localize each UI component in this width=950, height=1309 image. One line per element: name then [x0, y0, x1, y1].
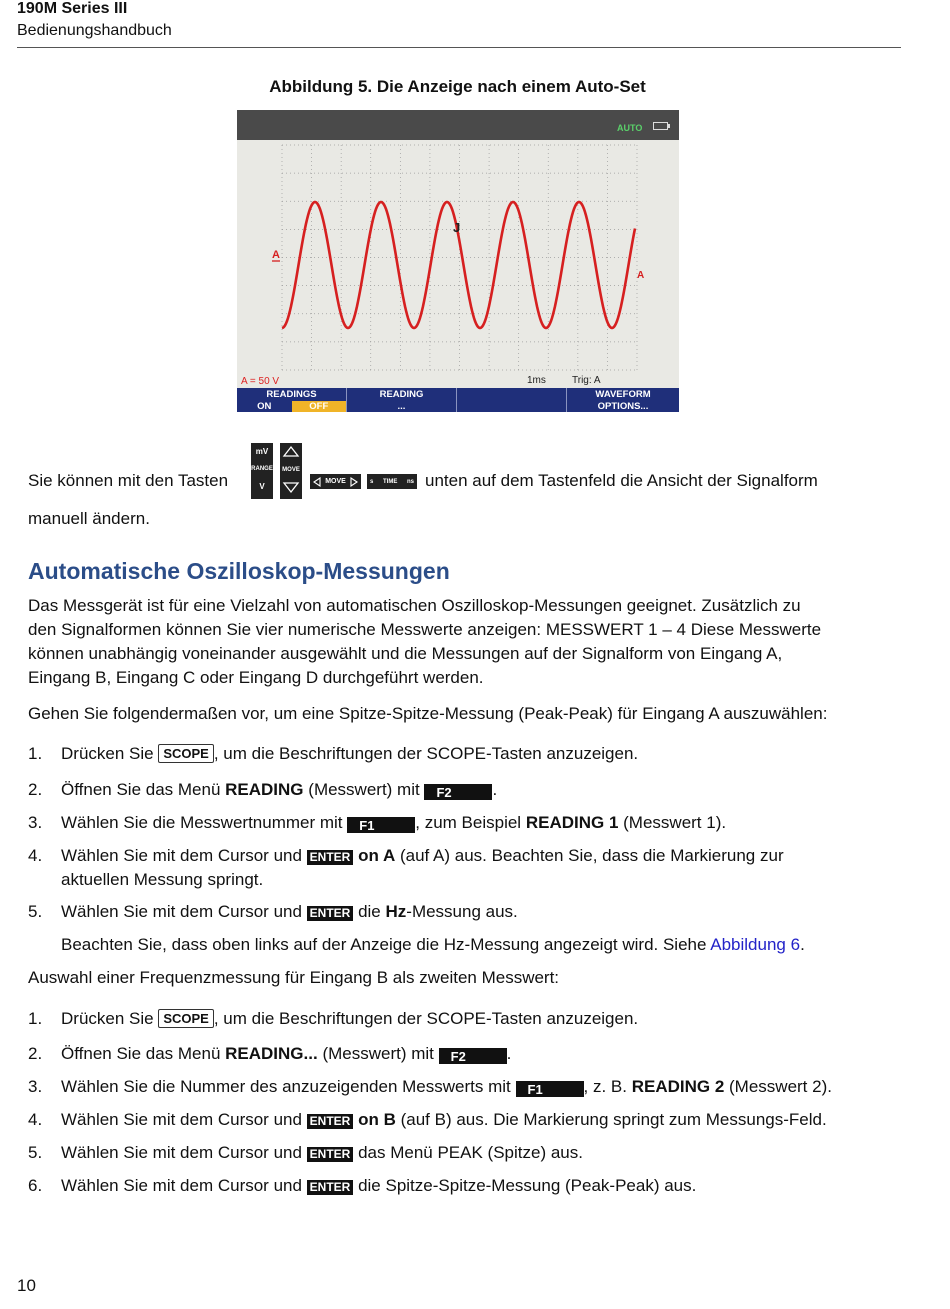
reading-name: READING 1	[525, 813, 619, 832]
list-number: 1.	[28, 1009, 43, 1028]
softkey-bar	[237, 388, 679, 412]
option-name: on A	[358, 846, 396, 865]
step-text: Wählen Sie die Nummer des anzuzeigenden Messwerts mit	[61, 1077, 511, 1096]
step-text: die	[358, 902, 381, 921]
figure-caption: Abbildung 5. Die Anzeige nach einem Auto-Set	[269, 77, 646, 96]
scope-readout-line	[237, 375, 679, 388]
scope-key: SCOPE	[158, 744, 214, 763]
scope-status-bar	[237, 110, 679, 140]
step-text: Drücken Sie	[61, 1009, 154, 1028]
f2-key: F2	[439, 1048, 507, 1064]
softkey-reading-ellipsis: ...	[397, 401, 406, 412]
step-text: Wählen Sie die Messwertnummer mit	[61, 813, 343, 832]
list-number: 3.	[28, 1077, 43, 1096]
list-number: 6.	[28, 1176, 43, 1195]
page-header-title: 190M Series III	[17, 0, 128, 17]
note-end: .	[800, 935, 805, 954]
range-key-mv: mV	[255, 447, 269, 456]
arrow-up-icon	[280, 445, 302, 459]
softkey-empty[interactable]	[457, 388, 567, 412]
step-text: .	[492, 780, 498, 799]
list-number: 2.	[28, 780, 43, 799]
arrow-down-icon	[280, 480, 302, 494]
page-header-subtitle: Bedienungshandbuch	[17, 22, 172, 39]
scope-screen	[237, 110, 679, 412]
paragraph-1-line-4: Eingang B, Eingang C oder Eingang D durchgeführt werden.	[28, 668, 484, 687]
trigger-readout: Trig: A	[572, 375, 601, 386]
step-text: , z. B.	[583, 1077, 627, 1096]
menu-name: READING...	[225, 1044, 318, 1063]
paragraph-3: Auswahl einer Frequenzmessung für Eingang B als zweiten Messwert:	[28, 968, 560, 987]
list-number: 5.	[28, 902, 43, 921]
scope-grid	[282, 145, 637, 370]
softkey-options-label: OPTIONS...	[597, 401, 649, 412]
step-text: Öffnen Sie das Menü	[61, 1044, 221, 1063]
list-number: 4.	[28, 846, 43, 865]
channel-reading: A = 50 V	[241, 376, 280, 387]
step-text: das Menü PEAK (Spitze) aus.	[358, 1143, 583, 1162]
softkey-waveform-label: WAVEFORM	[595, 389, 651, 400]
step-text: (auf A) aus. Beachten Sie, dass die Markierung zur	[399, 846, 784, 865]
step-text: Wählen Sie mit dem Cursor und	[61, 1143, 302, 1162]
step-text: (Messwert 2).	[729, 1077, 832, 1096]
step-text: , um die Beschriftungen der SCOPE-Tasten anzuzeigen.	[213, 744, 639, 763]
softkey-reading-label: READING	[379, 389, 424, 400]
enter-key: ENTER	[307, 1147, 354, 1162]
step-text: Wählen Sie mit dem Cursor und	[61, 846, 302, 865]
step-text: (auf B) aus. Die Markierung springt zum Messungs-Feld.	[400, 1110, 827, 1129]
paragraph-1-line-2: den Signalformen können Sie vier numerische Messwerte anzeigen: MESSWERT 1 – 4 Diese Messwerte	[28, 620, 822, 639]
section-heading: Automatische Oszilloskop-Messungen	[28, 558, 450, 584]
scope-waveform-area	[237, 140, 679, 375]
enter-key: ENTER	[307, 850, 354, 865]
trace-label-right: A	[637, 270, 645, 281]
measurement-name: Hz	[385, 902, 407, 921]
paragraph-1-line-3: können unabhängig voneinander ausgewählt und die Messungen auf der Signalform von Eingang A,	[28, 644, 783, 663]
step-text: , zum Beispiel	[415, 813, 522, 832]
note-line	[61, 933, 805, 957]
battery-icon	[653, 122, 668, 130]
step-text: (Messwert) mit	[308, 780, 420, 799]
paragraph-1-line-1: Das Messgerät ist für eine Vielzahl von automatischen Oszilloskop-Messungen geeignet. Zusätzlich zu	[28, 596, 801, 615]
softkey-reading[interactable]	[347, 388, 457, 412]
arrow-left-icon	[313, 477, 321, 487]
trace-label-left: A	[272, 249, 280, 261]
f1-key: F1	[516, 1081, 584, 1097]
enter-key: ENTER	[307, 1114, 354, 1129]
reading-name: READING 2	[631, 1077, 725, 1096]
list-number: 1.	[28, 744, 43, 763]
intro-text-after-keys: unten auf dem Tastenfeld die Ansicht der Signalform	[425, 471, 818, 490]
page-number: 10	[17, 1276, 36, 1295]
move-horizontal-key	[310, 474, 361, 489]
softkey-off-option: OFF	[292, 401, 347, 412]
intro-text-line2: manuell ändern.	[28, 509, 150, 528]
softkey-readings[interactable]	[237, 388, 347, 412]
step-text: Drücken Sie	[61, 744, 154, 763]
step-text: -Messung aus.	[406, 902, 518, 921]
list-number: 4.	[28, 1110, 43, 1129]
softkey-readings-label: READINGS	[266, 389, 317, 400]
list-number: 5.	[28, 1143, 43, 1162]
step-text: (Messwert 1).	[623, 813, 727, 832]
auto-badge: AUTO	[617, 123, 643, 133]
figure-6-link[interactable]: Abbildung 6	[710, 935, 801, 954]
enter-key: ENTER	[307, 906, 354, 921]
step-text: (Messwert) mit	[322, 1044, 434, 1063]
scope-key: SCOPE	[158, 1009, 214, 1028]
move-vertical-key	[280, 443, 302, 499]
f2-key: F2	[424, 784, 492, 800]
step-text: Wählen Sie mit dem Cursor und	[61, 1110, 302, 1129]
step-text-line2: aktuellen Messung springt.	[61, 870, 264, 889]
softkey-on-option: ON	[257, 401, 272, 412]
f1-key: F1	[347, 817, 415, 833]
step-text: , um die Beschriftungen der SCOPE-Tasten anzuzeigen.	[213, 1009, 639, 1028]
menu-name: READING	[225, 780, 304, 799]
list-number: 2.	[28, 1044, 43, 1063]
move-horizontal-label: MOVE	[325, 478, 346, 485]
list-number: 3.	[28, 813, 43, 832]
option-name: on B	[358, 1110, 396, 1129]
timebase-readout: 1ms	[527, 375, 546, 386]
header-rule	[17, 47, 901, 48]
trigger-marker: J	[453, 220, 461, 235]
note-text: Beachten Sie, dass oben links auf der Anzeige die Hz-Messung angezeigt wird. Siehe	[61, 935, 707, 954]
step-text: Öffnen Sie das Menü	[61, 780, 221, 799]
softkey-waveform-options[interactable]	[567, 388, 679, 412]
step-text: Wählen Sie mit dem Cursor und	[61, 1176, 302, 1195]
step-text: Wählen Sie mit dem Cursor und	[61, 902, 302, 921]
arrow-right-icon	[350, 477, 358, 487]
range-key-range: RANGE	[251, 466, 273, 472]
range-key-v: V	[259, 482, 265, 491]
intro-text-before-keys: Sie können mit den Tasten	[28, 471, 229, 490]
time-key	[367, 474, 417, 489]
paragraph-2: Gehen Sie folgendermaßen vor, um eine Spitze-Spitze-Messung (Peak-Peak) für Eingang A auszuwählen:	[28, 704, 828, 723]
time-key-s: s	[370, 478, 374, 485]
range-key	[251, 443, 273, 499]
move-vertical-label: MOVE	[282, 467, 300, 473]
step-text: die Spitze-Spitze-Messung (Peak-Peak) aus.	[358, 1176, 697, 1195]
step-text: .	[506, 1044, 512, 1063]
time-key-ns: ns	[406, 478, 414, 485]
enter-key: ENTER	[307, 1180, 354, 1195]
time-key-label: TIME	[382, 478, 398, 485]
